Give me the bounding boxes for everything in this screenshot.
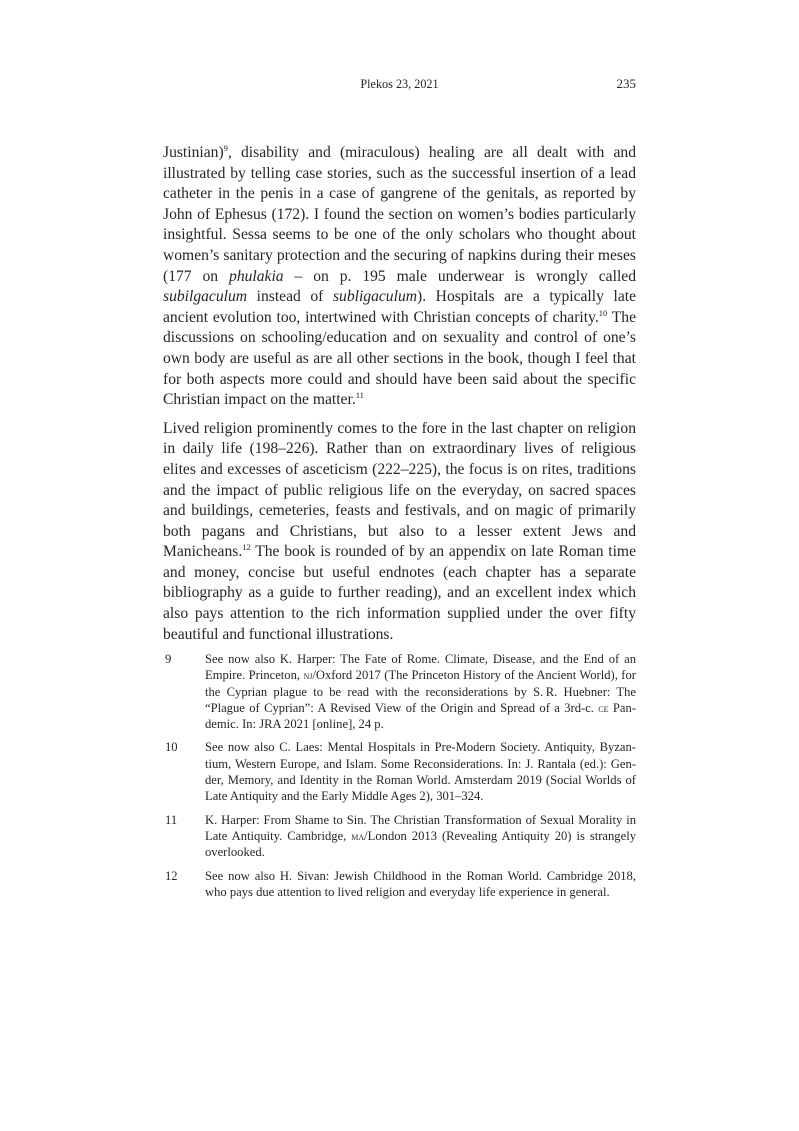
small-caps-abbrev: ma [351,828,365,843]
body-paragraph: Lived religion prominently comes to the fore in the last chapter on religion in daily life (198–226). Rather than on extraordinary lives of religious elites and excesses of asceticism (222–225), the focus is on rites, traditions and the impact of public religious life on the everyday, on sacred spaces and buildings, cemeteries, feasts and festivals, and on magic of primarily both pagans and Christians, but also to a lesser extent Jews and Manicheans.$^{12}$ The book is rounded of by an appendix on late Roman time and money, concise but useful endnotes (each chapter has a separate bibliography as a guide to further reading), and an excellent index which also pays attention to the rich information supplied under the over fifty beautiful and functional illustrations. [163,419,636,643]
running-head [163,76,636,92]
small-caps-abbrev: nj [303,668,313,683]
body-paragraph: Justinian)$^9$, disability and (miraculous) healing are all dealt with and illustrated by telling case stories, such as the successful insertion of a lead catheter in the penis in a case of gangrene of the genitals, as reported by John of Ephesus (172). I found the section on women’s bodies particularly insightful. Sessa seems to be one of the only scholars who thought about women’s sanitary protection and the securing of napkins during their meses (177 on phulakia – on p. 195 male underwear is wrongly called subilgaculum instead of subligaculum). Hospitals are a typically late ancient evolution too, intertwined with Christian concepts of charity.$^{10}$ The discussions on schooling/education and on sexuality and control of one’s own body are useful as are all other sections in the book, though I feel that for both aspects more could and should have been said about the specific Christian impact on the matter.$^{11}$ [163,143,636,409]
italic-term: subligaculum [332,288,417,306]
footnote-text: K. Harper: From Shame to Sin. The Christian Transformation of Sexual Morality in Late Antiquity. Cambridge, ma/London 2013 (Revealing Antiquity 20) is strangely overlooked. [205,812,636,860]
footnote-text: See now also H. Sivan: Jewish Childhood in the Roman World. Cambridge 2018, who pays due attention to lived religion and everyday life experience in general. [205,868,636,899]
footnote-reference[interactable]: 9 [223,143,228,153]
footnote [163,868,636,901]
footnote-text: See now also C. Laes: Mental Hospitals in Pre-Modern Society. Antiquity, Byzantium, Western Europe, and Islam. Some Reconsiderations. In: J. Rantala (ed.): Gender, Memory, and Identity in the Roman World. Amsterdam 2019 (Social Worlds of Late Antiquity and the Early Middle Ages 2), 301–324. [205,740,636,804]
italic-term: phulakia [229,267,284,285]
italic-term: subilgaculum [163,288,248,306]
footnote-number: 9 [165,652,172,666]
footnote [163,651,636,732]
footnote [163,739,636,804]
page-number: 235 [616,76,636,91]
footnote [163,812,636,861]
footnotes [163,651,636,907]
footnote-number: 11 [165,812,178,827]
footnote-number: 12 [165,868,178,883]
footnote-reference[interactable]: 10 [598,307,608,318]
footnote-reference[interactable]: 11 [355,390,364,401]
footnote-reference[interactable]: 12 [242,542,251,553]
running-title: Plekos 23, 2021 [360,77,439,91]
small-caps-abbrev: ce [598,700,609,715]
footnote-number: 10 [165,740,178,755]
body-text [163,143,636,653]
footnote-text: See now also K. Harper: The Fate of Rome. Climate, Disease, and the End of an Empire. Princeton, nj/Oxford 2017 (The Princeton History of the Ancient World), for the Cyprian plague to be read with the reconsiderations by S. R. Huebner: The “Plague of Cyprian”: A Revised View of the Origin and Spread of a 3rd-c. ce Pandemic. In: JRA 2021 [online], 24 p. [205,652,636,732]
